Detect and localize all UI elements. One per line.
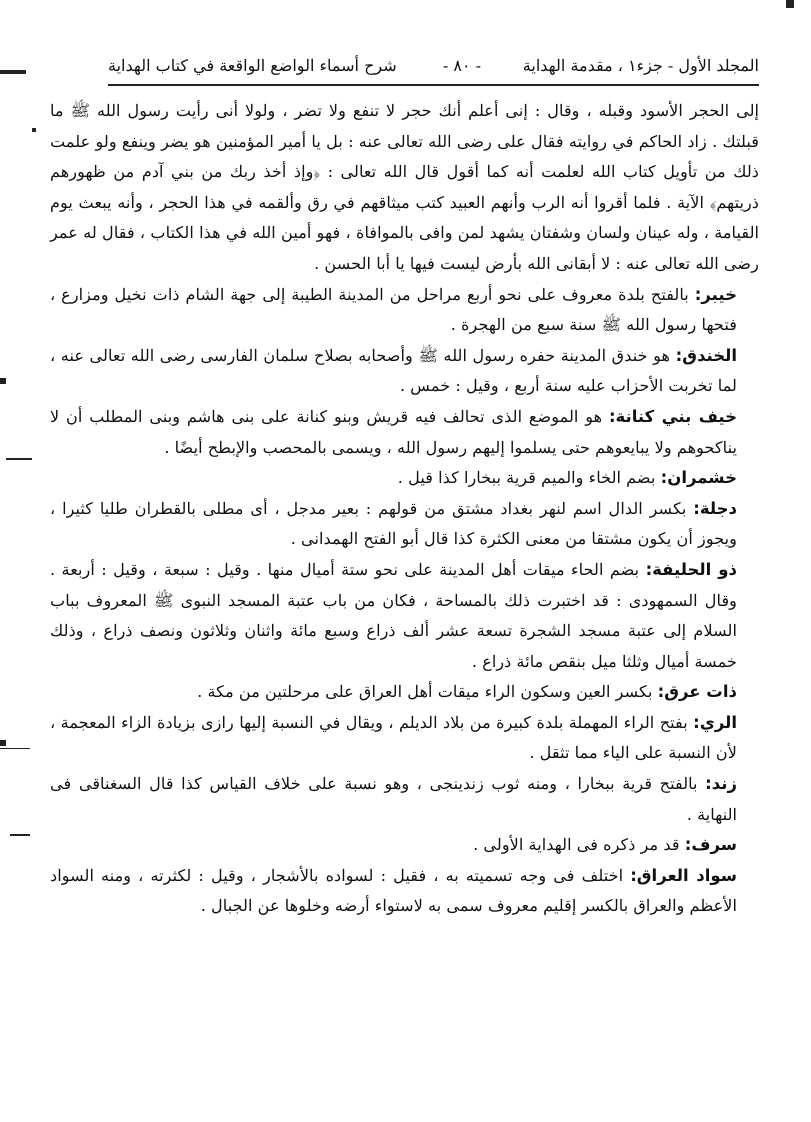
scan-mark	[0, 70, 26, 74]
scan-mark	[0, 748, 30, 749]
scan-mark	[32, 128, 36, 132]
entry-term: الري:	[693, 712, 737, 732]
scan-mark	[0, 378, 6, 384]
scan-mark	[6, 458, 32, 460]
entry-khandaq	[50, 341, 759, 402]
page-number: - ٨٠ -	[442, 56, 481, 75]
page-body	[50, 96, 759, 922]
scan-mark	[786, 0, 794, 8]
entry-zand	[50, 769, 759, 830]
entry-khushmiran	[50, 463, 759, 494]
entry-term: خيبر:	[694, 284, 737, 304]
entry-text: هو خندق المدينة حفره رسول الله ﷺ وأصحابه بصلاح سلمان الفارسى رضى الله تعالى عنه ، لما تخربت الأحزاب عليه سنة أربع ، وقيل : خمس .	[50, 345, 737, 396]
entry-continuation	[50, 96, 759, 280]
entry-text: بضم الخاء والميم قرية ببخارا كذا قيل .	[397, 468, 656, 488]
entry-term: ذات عرق:	[657, 682, 737, 702]
volume-info: المجلد الأول - جزء١ ، مقدمة الهداية	[522, 56, 759, 75]
entry-text: بكسر الدال اسم لنهر بغداد مشتق من قولهم : بعير مدجل ، أى مطلى بالقطران طليا كثيرا ، ويجوز أن يكون مشتقا من معنى الكثرة كذا قال أبو الفتح الهمدانى .	[50, 498, 737, 549]
entry-term: خشمران:	[660, 468, 737, 488]
entry-text: قد مر ذكره فى الهداية الأولى .	[473, 835, 680, 855]
entry-text: بالفتح قرية ببخارا ، ومنه ثوب زندينجى ، وهو نسبة على خلاف القياس كذا قال السغناقى فى النهاية .	[50, 774, 737, 824]
entry-khaybar	[50, 280, 759, 341]
book-title: شرح أسماء الواضع الواقعة في كتاب الهداية	[108, 56, 397, 75]
entry-khayf-bani-kinana	[50, 402, 759, 463]
entry-term: سواد العراق:	[630, 865, 737, 885]
entry-term: خيف بني كنانة:	[608, 406, 737, 426]
header-rule	[108, 84, 759, 86]
entry-term: دجلة:	[693, 498, 737, 518]
scan-mark	[10, 834, 30, 836]
entry-term: سرف:	[684, 835, 737, 855]
entry-sawad-al-iraq	[50, 861, 759, 922]
scan-mark	[0, 740, 6, 746]
entry-text: إلى الحجر الأسود وقبله ، وقال : إنى أعلم أنك حجر لا تنفع ولا تضر ، ولولا أنى رأيت رسول الله ﷺ ما قبلتك . زاد الحاكم في روايته فقال على رضى الله تعالى عنه : بل يا أمير المؤمنين هو يضر وينفع ولو علمت ذلك من تأويل كتاب الله لعلمت أنه كما أقول قال الله تعالى : ﴿وإذ أخذ ربك من بني آدم من ظهورهم ذريتهم﴾ الآية . فلما أقروا أنه الرب وأنهم العبيد كتب ميثاقهم في رق وألقمه في هذا الحجر ، وأنه يبعث يوم القيامة ، وله عينان ولسان وشفتان يشهد لمن وافى بالموافاة ، فهو أمين الله في هذا الكتاب ، فقال له عمر رضى الله تعالى عنه : لا أبقانى الله بأرض ليست فيها يا أبا الحسن .	[50, 101, 759, 273]
entry-text: هو الموضع الذى تحالف فيه قريش وبنو كنانة على بنى هاشم وبنى المطلب أن لا يناكحوهم ولا يبايعوهم حتى يسلموا إليهم رسول الله ، ويسمى بالمحصب والإبطح أيضًا .	[50, 406, 737, 457]
entry-term: زند:	[705, 774, 737, 794]
entry-text: بضم الحاء ميقات أهل المدينة على نحو ستة أميال منها . وقيل : سبعة ، وقيل : أربعة . وقال السمهودى : قد اختبرت ذلك بالمساحة ، فكان من باب عتبة المسجد النبوى ﷺ المعروف بباب السلام إلى عتبة مسجد الشجرة تسعة عشر ألف ذراع وسبع مائة واثنان وثلاثون ونصف ذراع ، وذلك خمسة أميال وثلثا ميل بنقص مائة ذراع .	[50, 559, 737, 671]
entry-dijla	[50, 494, 759, 555]
running-header	[108, 52, 759, 80]
entry-text: بالفتح بلدة معروف على نحو أربع مراحل من المدينة الطيبة إلى جهة الشام ذات نخيل ومزارع ، فتحها رسول الله ﷺ سنة سبع من الهجرة .	[50, 284, 737, 335]
entry-dhat-irq	[50, 677, 759, 708]
entry-dhul-hulayfa	[50, 555, 759, 677]
entry-term: ذو الحليفة:	[645, 559, 737, 579]
entry-text: بكسر العين وسكون الراء ميقات أهل العراق على مرحلتين من مكة .	[197, 682, 653, 702]
entry-sarif	[50, 830, 759, 861]
entry-text: بفتح الراء المهملة بلدة كبيرة من بلاد الديلم ، ويقال في النسبة إليها رازى بزيادة الزاء المعجمة ، لأن النسبة على الياء مما تثقل .	[50, 712, 737, 763]
entry-text: اختلف فى وجه تسميته به ، فقيل : لسواده بالأشجار ، وقيل : لكثرته ، ومنه السواد الأعظم والعراق بالكسر إقليم معروف سمى به لاستواء أرضه وخلوها عن الجبال .	[50, 865, 737, 916]
entry-term: الخندق:	[675, 345, 737, 365]
entry-rayy	[50, 708, 759, 769]
